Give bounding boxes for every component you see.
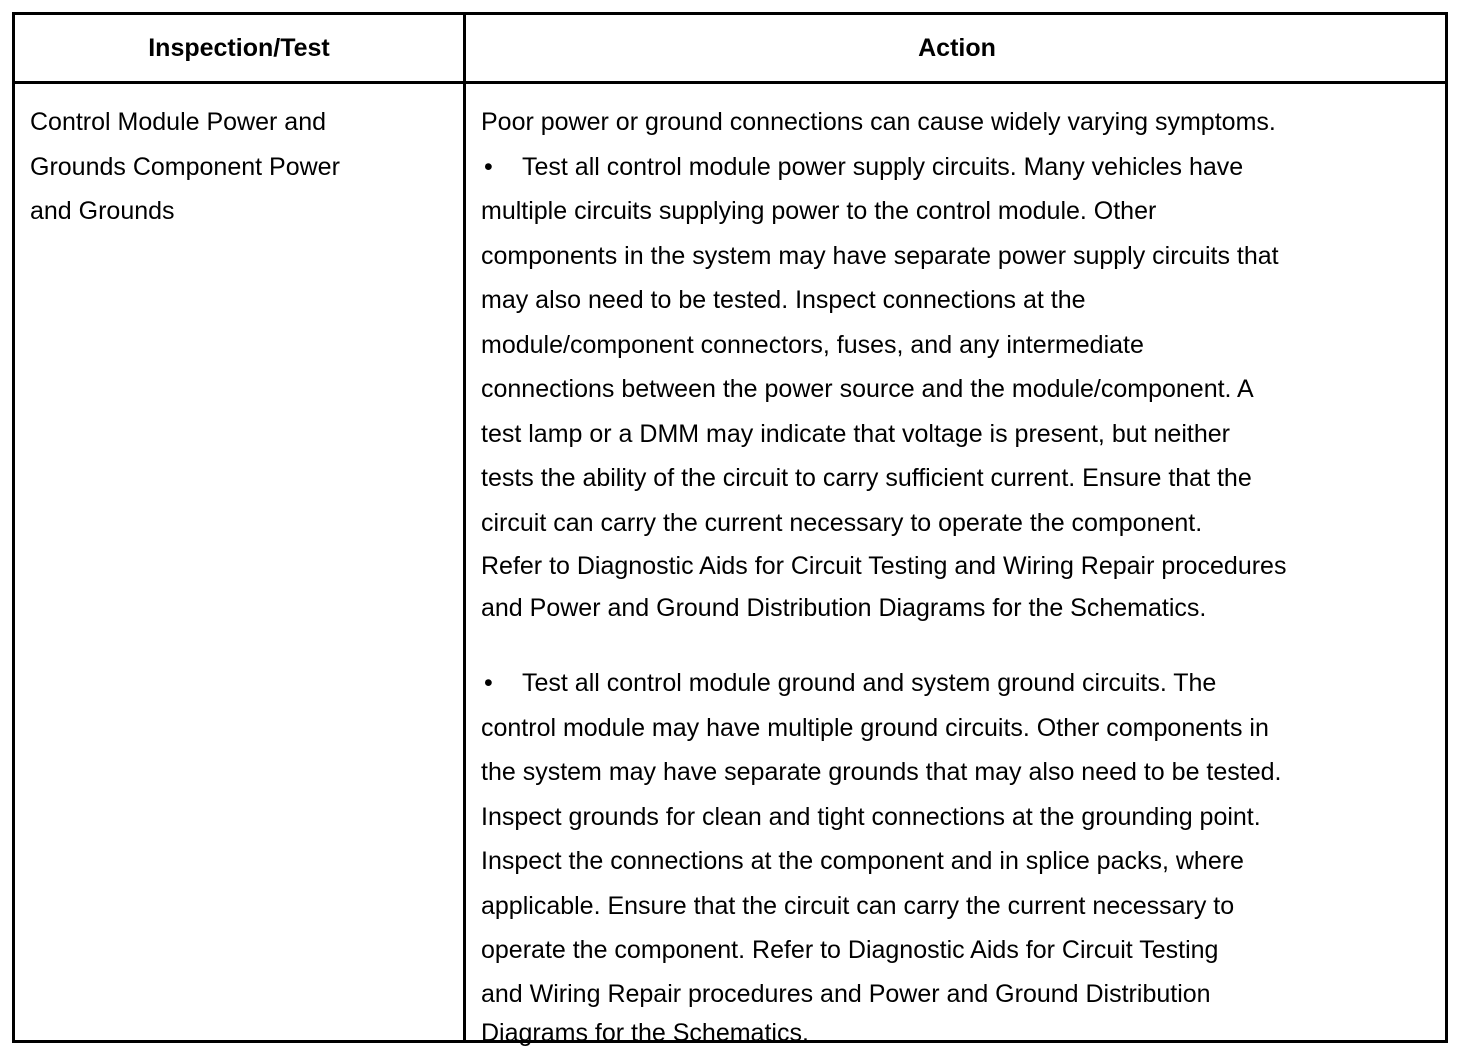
power-line: components in the system may have separate power supply circuits that	[481, 241, 1279, 270]
power-bullet-item	[481, 145, 1381, 190]
power-line: may also need to be tested. Inspect connections at the	[481, 286, 1086, 314]
ground-line: applicable. Ensure that the circuit can carry the current necessary to	[481, 891, 1235, 920]
inspection-line: Grounds Component Power	[30, 152, 340, 181]
power-refer-line: Refer to Diagnostic Aids for Circuit Testing and Wiring Repair procedures	[481, 552, 1287, 580]
power-line: multiple circuits supplying power to the control module. Other	[481, 197, 1157, 225]
ground-bullet-item	[481, 661, 1381, 706]
ground-line: operate the component. Refer to Diagnostic Aids for Circuit Testing	[481, 936, 1219, 964]
power-bullet-text: Test all control module power supply circuits. Many vehicles have	[522, 152, 1244, 181]
power-line: connections between the power source and the module/component. A	[481, 375, 1254, 403]
power-refer-line: and Power and Ground Distribution Diagrams for the Schematics.	[481, 594, 1207, 622]
ground-line: the system may have separate grounds that may also need to be tested.	[481, 758, 1282, 786]
header-action: Action	[918, 34, 996, 62]
inspection-line: and Grounds	[30, 197, 175, 225]
inspection-action-table	[12, 12, 1448, 1047]
ground-refer-line: and Wiring Repair procedures and Power and Ground Distribution	[481, 979, 1211, 1008]
inspection-cell	[30, 100, 450, 234]
inspection-line: Control Module Power and	[30, 108, 326, 136]
column-divider	[463, 15, 466, 1040]
action-cell	[481, 100, 1381, 1051]
header-inspection-test: Inspection/Test	[148, 34, 330, 62]
power-line: test lamp or a DMM may indicate that voltage is present, but neither	[481, 419, 1230, 448]
ground-line: Inspect grounds for clean and tight connections at the grounding point.	[481, 802, 1261, 831]
bullet-icon: •	[484, 152, 493, 181]
ground-bullet-text: Test all control module ground and system ground circuits. The	[522, 669, 1217, 697]
power-line: module/component connectors, fuses, and any intermediate	[481, 330, 1144, 359]
ground-refer-line: Diagrams for the Schematics.	[481, 1018, 809, 1047]
ground-line: Inspect the connections at the component and in splice packs, where	[481, 847, 1244, 875]
power-line: tests the ability of the circuit to carry sufficient current. Ensure that the	[481, 464, 1252, 492]
header-divider	[15, 81, 1445, 84]
power-line: circuit can carry the current necessary to operate the component.	[481, 508, 1203, 537]
action-intro: Poor power or ground connections can cause widely varying symptoms.	[481, 108, 1276, 136]
paragraph-gap	[481, 629, 1381, 661]
bullet-icon: •	[484, 669, 493, 697]
ground-line: control module may have multiple ground circuits. Other components in	[481, 713, 1269, 742]
